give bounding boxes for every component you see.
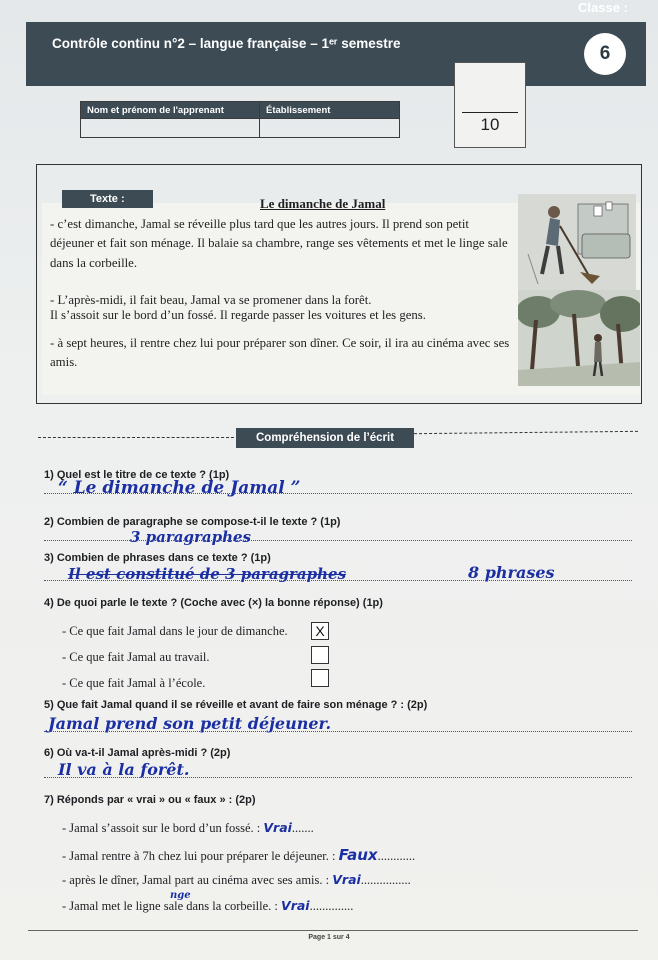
divider-right	[414, 431, 638, 434]
option-1-label: - Ce que fait Jamal dans le jour de dimanche.	[62, 624, 288, 638]
story-title: Le dimanche de Jamal	[260, 196, 386, 211]
sweeping-illustration	[518, 194, 636, 290]
page-number-badge: 6	[584, 33, 626, 75]
question-3: 3) Combien de phrases dans ce texte ? (1p)	[44, 552, 271, 564]
score-denominator: 10	[480, 115, 500, 134]
school-field[interactable]	[260, 119, 400, 138]
true-false-item-4	[62, 898, 353, 914]
tf-dots-3: ................	[360, 873, 411, 887]
answer-5: Jamal prend son petit déjeuner.	[48, 714, 332, 733]
tf-answer-1: Vrai	[263, 820, 292, 835]
option-3-label: - Ce que fait Jamal à l’école.	[62, 676, 206, 690]
forest-illustration	[518, 290, 640, 386]
tf-statement-3: - après le dîner, Jamal part au cinéma avec ses amis. :	[62, 873, 333, 887]
question-4: 4) De quoi parle le texte ? (Coche avec (×) la bonne réponse) (1p)	[44, 597, 383, 609]
tf-dots-4: ..............	[309, 899, 354, 913]
question-1: 1) Quel est le titre de ce texte ? (1p)	[44, 469, 230, 481]
score-box	[454, 62, 526, 148]
answer-line-1	[44, 493, 632, 494]
true-false-item-2	[62, 846, 415, 864]
answer-3-struck: Il est constitué de 3 paragraphes	[68, 565, 347, 583]
question-7: 7) Réponds par « vrai » ou « faux » : (2p)	[44, 794, 256, 806]
divider-left	[38, 437, 234, 438]
question-5: 5) Que fait Jamal quand il se réveille et avant de faire son ménage ? : (2p)	[44, 699, 428, 711]
text-tag: Texte :	[62, 190, 153, 208]
answer-line-5	[44, 731, 632, 732]
paragraph-2-line-1: - L’après-midi, il fait beau, Jamal va se promener dans la forêt.	[50, 293, 372, 307]
comprehension-tag: Compréhension de l’écrit	[236, 428, 414, 448]
true-false-item-1	[62, 820, 314, 836]
footer-rule	[28, 930, 638, 931]
tf-statement-2: - Jamal rentre à 7h chez lui pour préparer le déjeuner. :	[62, 849, 339, 863]
answer-6: Il va à la forêt.	[58, 760, 190, 779]
question-2: 2) Combien de paragraphe se compose-t-il le texte ? (1p)	[44, 516, 341, 528]
spelling-correction: nge	[170, 890, 191, 901]
student-info-table	[80, 101, 400, 138]
answer-line-6	[44, 777, 632, 778]
option-3-checkbox[interactable]	[311, 669, 329, 687]
paragraph-2-line-2: Il s’assoit sur le bord d’un fossé. Il regarde passer les voitures et les gens.	[50, 308, 426, 322]
school-header: Établissement	[260, 102, 400, 119]
paragraph-3: - à sept heures, il rentre chez lui pour préparer son dîner. Ce soir, il ira au cinéma avec ses amis.	[50, 336, 510, 370]
answer-line-2	[44, 540, 632, 541]
header-band	[26, 22, 646, 86]
answer-line-3	[44, 580, 632, 581]
paragraph-1: - c’est dimanche, Jamal se réveille plus tard que les autres jours. Il prend son petit déjeuner et fait son ménage. Il balaie sa chambre, range ses vêtements et met le linge sale dans la corbeille.	[50, 217, 508, 270]
tf-answer-2: Faux	[338, 846, 378, 864]
score-fraction-line	[462, 112, 518, 113]
exam-title: Contrôle continu n°2 – langue française – 1ᵉʳ semestre	[52, 36, 401, 51]
tf-answer-3: Vrai	[332, 872, 361, 887]
classe-label: Classe :	[578, 0, 628, 15]
question-6: 6) Où va-t-il Jamal après-midi ? (2p)	[44, 747, 231, 759]
tf-answer-4: Vrai	[281, 898, 310, 913]
tf-dots-2: ............	[377, 849, 416, 863]
option-2-checkbox[interactable]	[311, 646, 329, 664]
answer-1: “ Le dimanche de Jamal ”	[58, 478, 301, 498]
answer-2: 3 paragraphes	[130, 528, 251, 546]
answer-3: 8 phrases	[468, 563, 555, 582]
tf-statement-4: - Jamal met le ligne sale dans la corbeille. :	[62, 899, 282, 913]
option-1-checkbox[interactable]: X	[311, 622, 329, 640]
student-name-header: Nom et prénom de l'apprenant	[81, 102, 260, 119]
tf-dots-1: .......	[291, 821, 314, 835]
true-false-item-3	[62, 872, 411, 888]
student-name-field[interactable]	[81, 119, 260, 138]
page-footer: Page 1 sur 4	[308, 934, 350, 941]
option-2-label: - Ce que fait Jamal au travail.	[62, 650, 210, 664]
tf-statement-1: - Jamal s’assoit sur le bord d’un fossé. :	[62, 821, 264, 835]
